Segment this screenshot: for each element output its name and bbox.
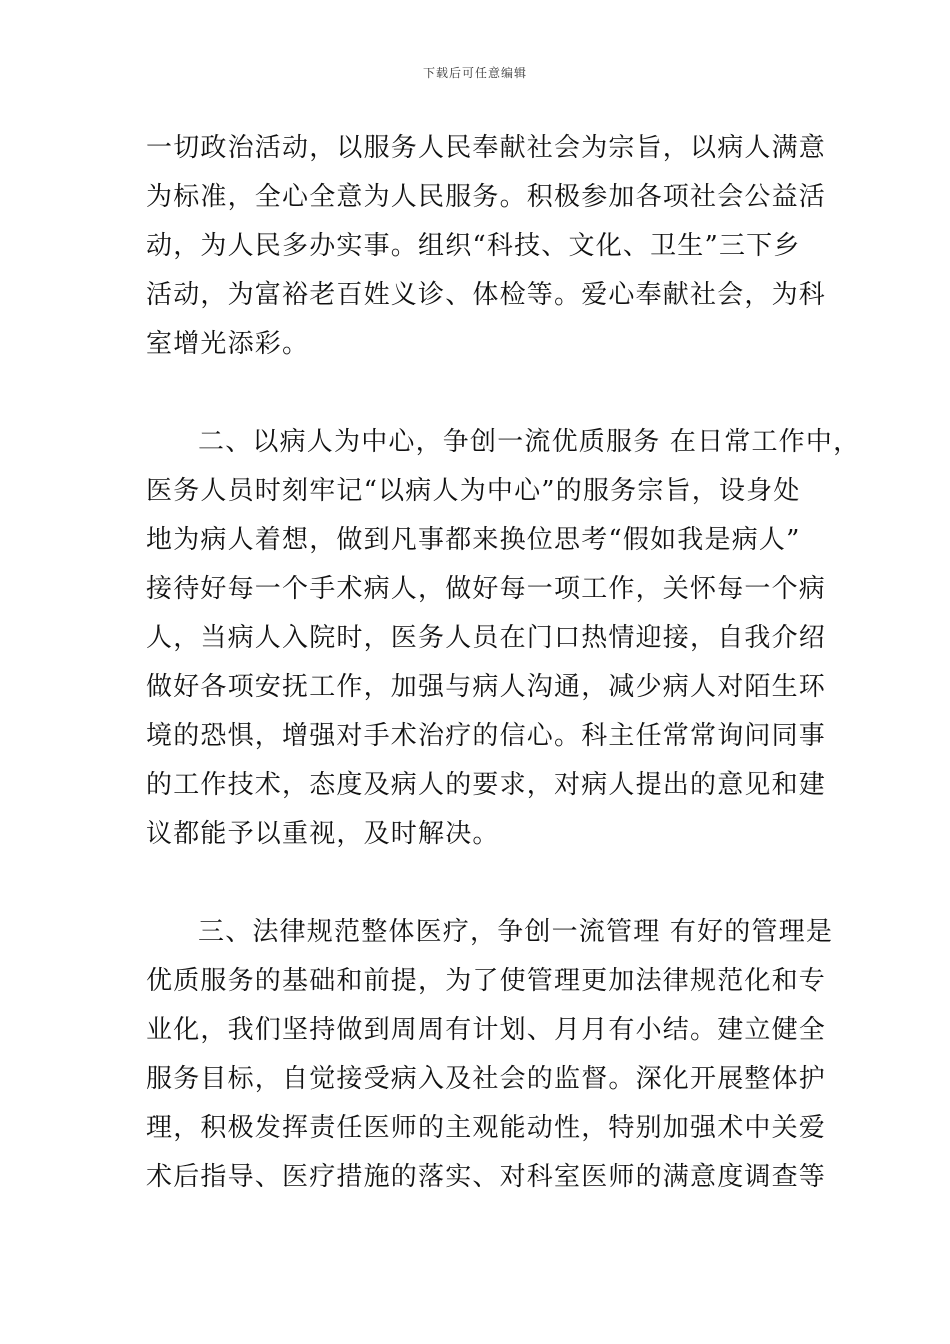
text-line: 理，积极发挥责任医师的主观能动性，特别加强术中关爱	[146, 1113, 827, 1143]
text-line: 议都能予以重视，及时解决。	[146, 819, 500, 849]
text-line: 三、法律规范整体医疗，争创一流管理 有好的管理是	[198, 917, 834, 947]
paragraph-spacer	[146, 369, 818, 418]
text-line: 医务人员时刻牢记“以病人为中心”的服务宗旨，设身处	[146, 476, 801, 506]
text-line: 接待好每一个手术病人，做好每一项工作，关怀每一个病	[146, 574, 827, 604]
paragraph-spacer	[146, 859, 818, 908]
text-line: 一切政治活动，以服务人民奉献社会为宗旨，以病人满意	[146, 133, 827, 163]
text-line: 地为病人着想，做到凡事都来换位思考“假如我是病人”	[146, 525, 801, 555]
text-line: 二、以病人为中心，争创一流优质服务 在日常工作中，	[198, 427, 861, 457]
text-line: 服务目标，自觉接受病入及社会的监督。深化开展整体护	[146, 1064, 827, 1094]
text-line: 做好各项安抚工作，加强与病人沟通，减少病人对陌生环	[146, 672, 827, 702]
text-line: 为标准，全心全意为人民服务。积极参加各项社会公益活	[146, 182, 827, 212]
paragraph-3	[146, 908, 834, 1202]
text-line: 动，为人民多办实事。组织“科技、文化、卫生”三下乡	[146, 231, 801, 261]
text-line: 的工作技术，态度及病人的要求，对病人提出的意见和建	[146, 770, 827, 800]
text-line: 优质服务的基础和前提，为了使管理更加法律规范化和专	[146, 966, 827, 996]
text-line: 人，当病人入院时，医务人员在门口热情迎接，自我介绍	[146, 623, 827, 653]
text-line: 术后指导、医疗措施的落实、对科室医师的满意度调查等	[146, 1162, 827, 1192]
text-line: 境的恐惧，增强对手术治疗的信心。科主任常常询问同事	[146, 721, 827, 751]
text-line: 活动，为富裕老百姓义诊、体检等。爱心奉献社会，为科	[146, 280, 827, 310]
text-line: 业化，我们坚持做到周周有计划、月月有小结。建立健全	[146, 1015, 827, 1045]
paragraph-2	[146, 418, 861, 859]
page-header-note: 下载后可任意编辑	[422, 66, 527, 80]
text-line: 室增光添彩。	[146, 329, 310, 359]
document-body	[146, 124, 861, 1202]
paragraph-1	[146, 124, 827, 369]
